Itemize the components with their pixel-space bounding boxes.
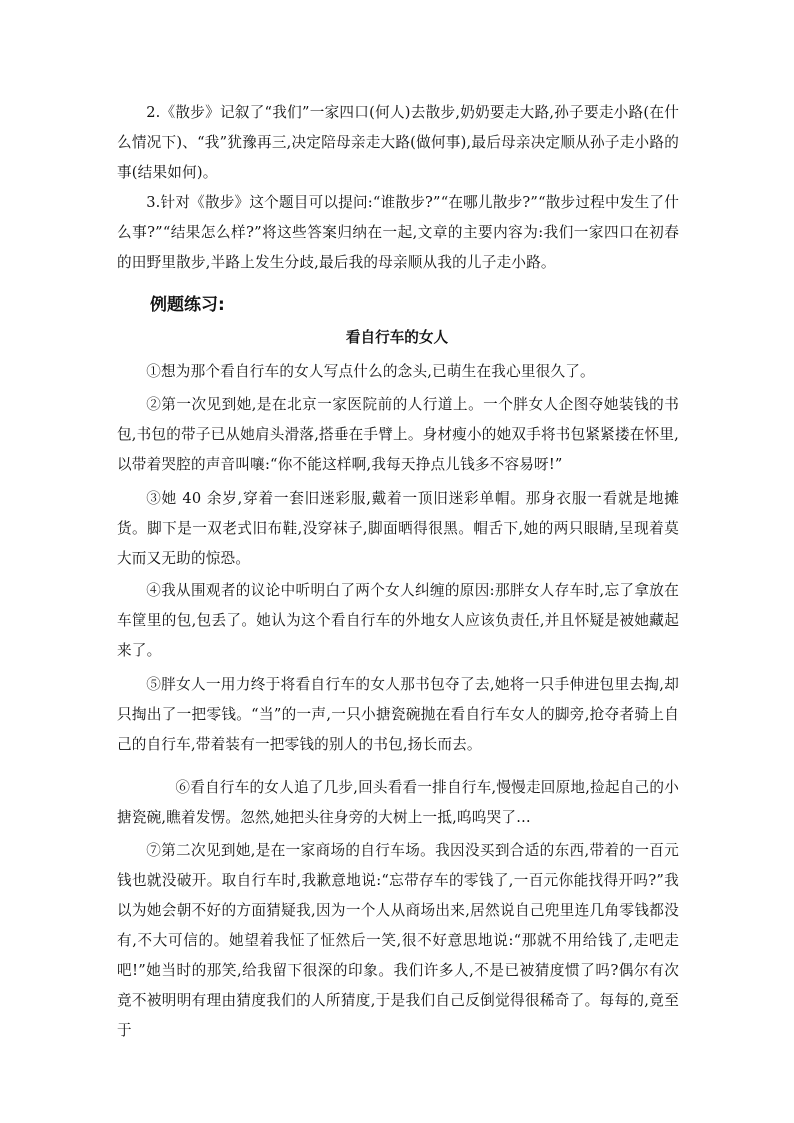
intro-paragraph-2: 2.《散步》记叙了“我们”一家四口(何人)去散步,奶奶要走大路,孙子要走小路(在什么情况下)、“我”犹豫再三,决定陪母亲走大路(做何事),最后母亲决定顺从孙子走小路的事(结果如何)。 (117, 104, 679, 181)
article-paragraph-5: ⑤胖女人一用力终于将看自行车的女人那书包夺了去,她将一只手伸进包里去掏,却只掏出了一把零钱。“当”的一声,一只小搪瓷碗抛在看自行车女人的脚旁,抢夺者骑上自己的自行车,带着装有一把零钱的别人的书包,扬长而去。 (117, 676, 679, 753)
intro-paragraph-3: 3.针对《散步》这个题目可以提问:“谁散步?”“在哪儿散步?”“散步过程中发生了什么事?”“结果怎么样?”将这些答案归纳在一起,文章的主要内容为:我们一家四口在初春的田野里散步,半路上发生分歧,最后我的母亲顺从我的儿子走小路。 (117, 194, 679, 271)
article-paragraph-1: ①想为那个看自行车的女人写点什么的念头,已萌生在我心里很久了。 (146, 363, 595, 380)
section-heading: 例题练习: (150, 295, 225, 315)
article-paragraph-2: ②第一次见到她,是在北京一家医院前的人行道上。一个胖女人企图夺她装钱的书包,书包的带子已从她肩头滑落,搭垂在手臂上。身材瘦小的她双手将书包紧紧搂在怀里,以带着哭腔的声音叫嚷:“你不能这样啊,我每天挣点儿钱多不容易呀!” (117, 396, 679, 473)
article-paragraph-4: ④我从围观者的议论中听明白了两个女人纠缠的原因:那胖女人存车时,忘了拿放在车筐里的包,包丢了。她认为这个看自行车的外地女人应该负责任,并且怀疑是被她藏起来了。 (117, 582, 679, 659)
article-paragraph-3: ③她 40 余岁,穿着一套旧迷彩服,戴着一顶旧迷彩单帽。那身衣服一看就是地摊货。脚下是一双老式旧布鞋,没穿袜子,脚面晒得很黑。帽舌下,她的两只眼睛,呈现着莫大而又无助的惊恐。 (117, 490, 679, 567)
article-paragraph-6: ⑥看自行车的女人追了几步,回头看看一排自行车,慢慢走回原地,捡起自己的小搪瓷碗,瞧着发愣。忽然,她把头往身旁的大树上一抵,呜呜哭了… (117, 779, 679, 826)
article-title: 看自行车的女人 (345, 329, 449, 346)
article-paragraph-7: ⑦第二次见到她,是在一家商场的自行车场。我因没买到合适的东西,带着的一百元钱也就没破开。取自行车时,我歉意地说:“忘带存车的零钱了,一百元你能找得开吗?”我以为她会朝不好的方面猜疑我,因为一个人从商场出来,居然说自己兜里连几角零钱都没有,不大可信的。她望着我怔了怔然后一笑,很不好意思地说:“那就不用给钱了,走吧走吧!”她当时的那笑,给我留下很深的印象。我们许多人,不是已被猜度惯了吗?偶尔有次竟不被明明有理由猜度我们的人所猜度,于是我们自己反倒觉得很稀奇了。每每的,竟至于 (117, 842, 679, 1039)
